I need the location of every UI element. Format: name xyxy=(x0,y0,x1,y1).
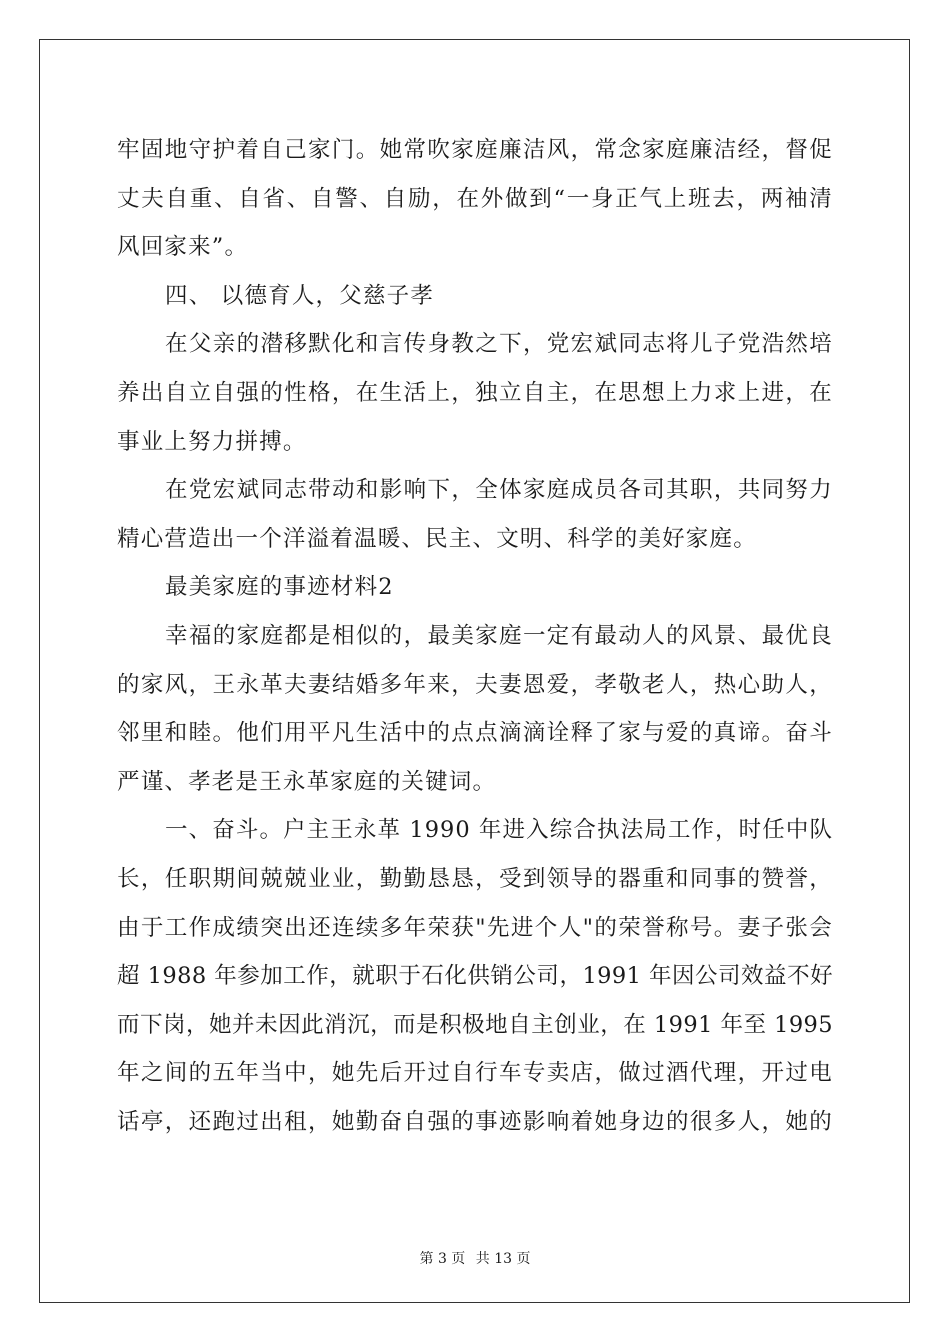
text-line: 而下岗，她并未因此消沉，而是积极地自主创业，在 1991 年至 1995 xyxy=(117,1011,833,1038)
text-line: 丈夫自重、自省、自警、自励，在外做到“一身正气上班去，两袖清 xyxy=(117,185,833,212)
page-total: 共 13 页 xyxy=(475,1251,531,1267)
text-line: 长，任职期间兢兢业业，勤勤恳恳，受到领导的器重和同事的赞誉， xyxy=(117,865,833,892)
text-line: 在父亲的潜移默化和言传身教之下，党宏斌同志将儿子党浩然培 xyxy=(165,331,833,358)
text-line: 精心营造出一个洋溢着温暖、民主、文明、科学的美好家庭。 xyxy=(117,525,757,552)
text-line: 幸福的家庭都是相似的，最美家庭一定有最动人的风景、最优良 xyxy=(165,622,833,649)
text-line: 牢固地守护着自己家门。她常吹家庭廉洁风，常念家庭廉洁经，督促 xyxy=(117,137,833,163)
section-heading: 四、 以德育人，父慈子孝 xyxy=(165,282,435,309)
text-line: 风回家来”。 xyxy=(117,234,249,261)
text-line: 一、奋斗。户主王永革 1990 年进入综合执法局工作，时任中队 xyxy=(165,817,833,844)
text-line: 话亭，还跑过出租，她勤奋自强的事迹影响着她身边的很多人，她的 xyxy=(117,1108,833,1135)
text-line: 由于工作成绩突出还连续多年荣获"先进个人"的荣誉称号。妻子张会 xyxy=(117,914,833,941)
text-line: 事业上努力拼搏。 xyxy=(117,428,307,455)
text-line: 在党宏斌同志带动和影响下，全体家庭成员各司其职，共同努力 xyxy=(165,477,833,504)
section-title: 最美家庭的事迹材料2 xyxy=(165,574,394,601)
page-footer xyxy=(0,1248,950,1268)
text-line: 养出自立自强的性格，在生活上，独立自主，在思想上力求上进，在 xyxy=(117,379,833,406)
page-number: 第 3 页 xyxy=(419,1251,466,1267)
text-line: 邻里和睦。他们用平凡生活中的点点滴滴诠释了家与爱的真谛。奋斗 xyxy=(117,720,833,747)
text-line: 超 1988 年参加工作，就职于石化供销公司，1991 年因公司效益不好 xyxy=(117,963,833,990)
text-line: 的家风，王永革夫妻结婚多年来，夫妻恩爱，孝敬老人，热心助人， xyxy=(117,671,833,698)
text-line: 年之间的五年当中，她先后开过自行车专卖店，做过酒代理，开过电 xyxy=(117,1060,833,1087)
text-line: 严谨、孝老是王永革家庭的关键词。 xyxy=(117,768,497,795)
document-body xyxy=(117,126,833,1146)
